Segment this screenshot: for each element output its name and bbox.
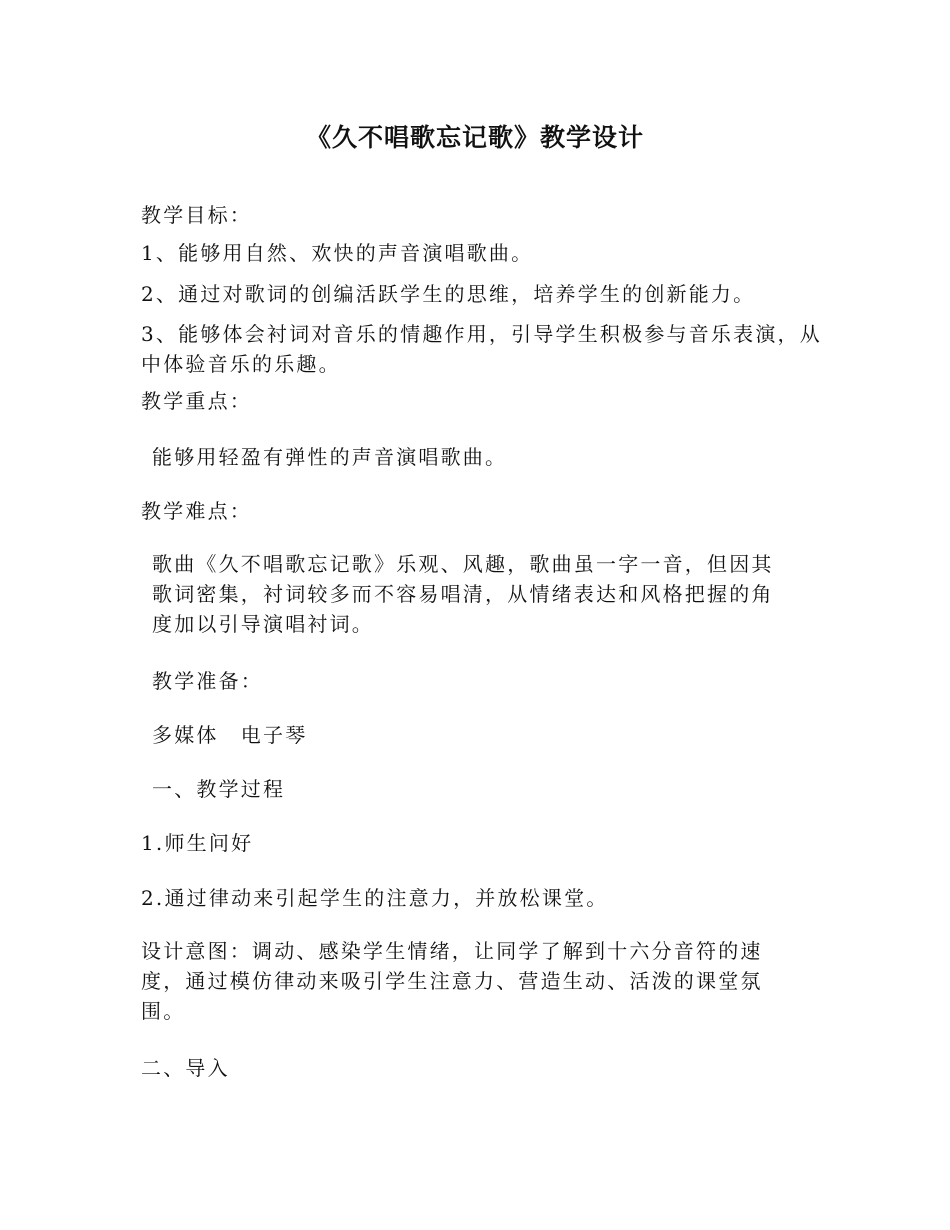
objectives-heading: 教学目标：: [141, 203, 252, 227]
objective-item-3: 3、能够体会衬词对音乐的情趣作用，引导学生积极参与音乐表演，从中体验音乐的乐趣。: [141, 322, 822, 376]
process-heading: 一、教学过程: [152, 777, 286, 801]
intro-heading: 二、导入: [141, 1056, 230, 1080]
key-point-text: 能够用轻盈有弹性的声音演唱歌曲。: [152, 445, 508, 469]
design-intent-text: 设计意图：调动、感染学生情绪，让同学了解到十六分音符的速度，通过模仿律动来吸引学生注意力、营造生动、活泼的课堂氛围。: [141, 939, 763, 1023]
objective-item-2: 2、通过对歌词的创编活跃学生的思维，培养学生的创新能力。: [141, 282, 756, 306]
difficulty-text: 歌曲《久不唱歌忘记歌》乐观、风趣，歌曲虽一字一音，但因其歌词密集，衬词较多而不容易唱清，从情绪表达和风格把握的角度加以引导演唱衬词。: [152, 552, 774, 636]
difficulty-heading: 教学难点：: [141, 499, 252, 523]
key-point-heading: 教学重点：: [141, 389, 252, 413]
objective-item-1: 1、能够用自然、欢快的声音演唱歌曲。: [141, 241, 534, 265]
preparation-heading: 教学准备：: [152, 669, 263, 693]
process-step-2: 2.通过律动来引起学生的注意力，并放松课堂。: [141, 886, 609, 910]
process-step-1: 1.师生问好: [141, 831, 254, 855]
document-title: 《久不唱歌忘记歌》教学设计: [305, 123, 644, 152]
preparation-text: 多媒体 电子琴: [152, 723, 308, 747]
